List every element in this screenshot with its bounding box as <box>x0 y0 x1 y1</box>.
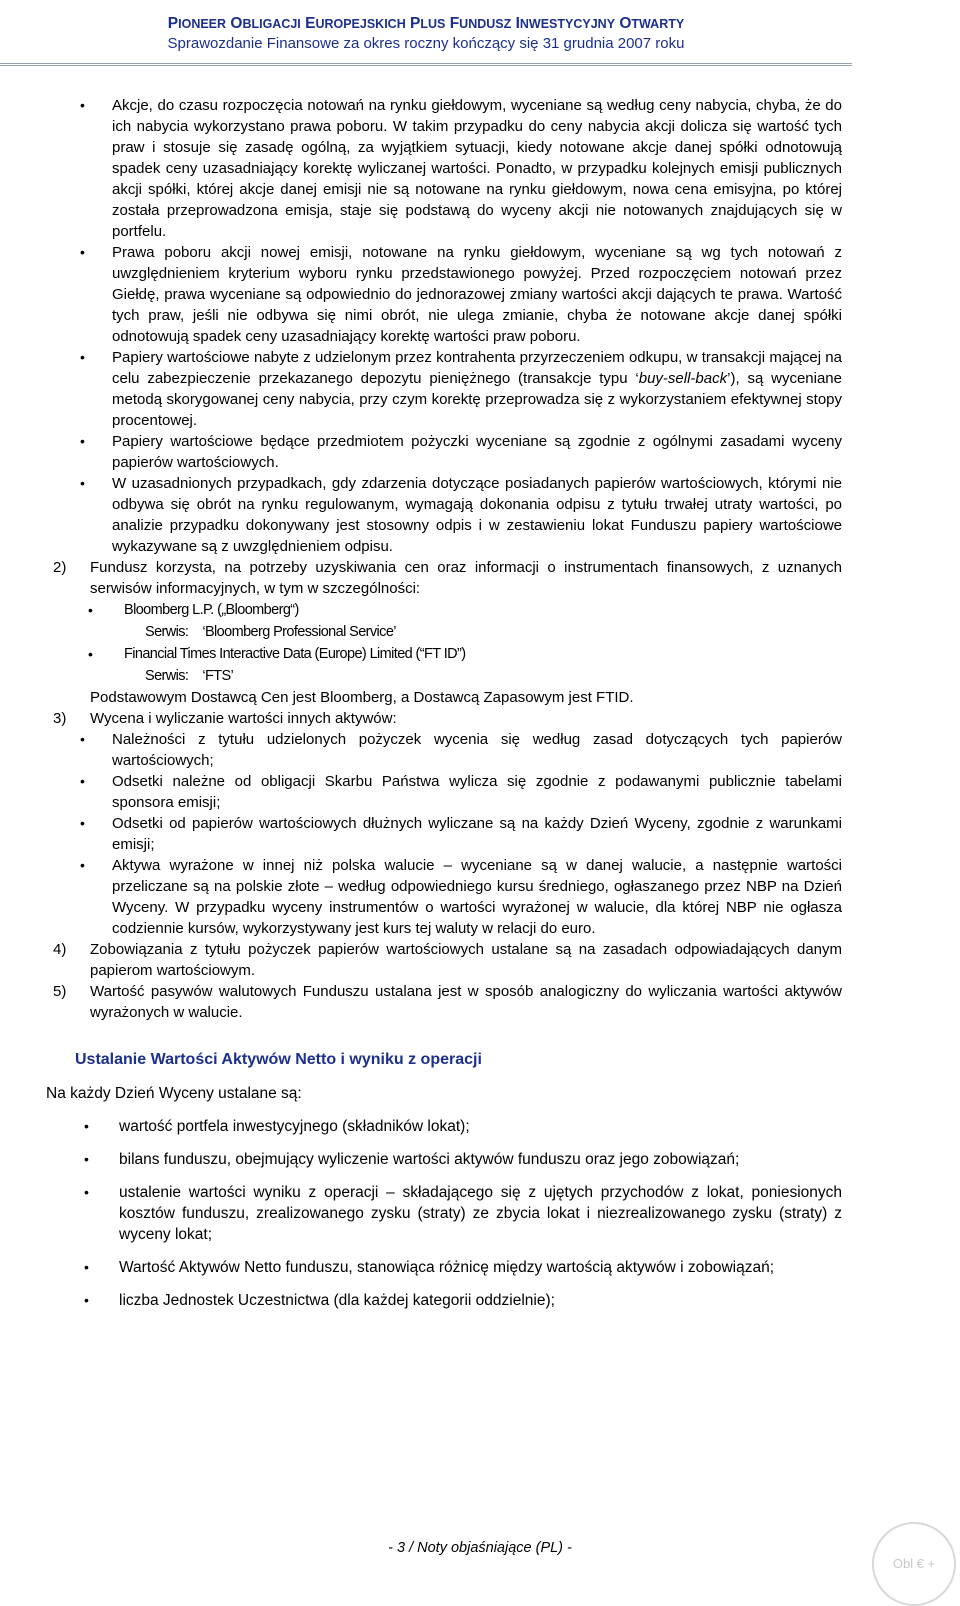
page-footer: - 3 / Noty objaśniające (PL) - <box>388 1540 572 1556</box>
list-item: • Papiery wartościowe będące przedmiotem pożyczki wyceniane są zgodnie z ogólnymi zasadami wyceny papierów wartościowych. <box>0 431 842 473</box>
header-divider <box>0 63 852 66</box>
list-item: • Odsetki od papierów wartościowych dłużnych wyliczane są na każdy Dzień Wyceny, zgodnie z warunkami emisji; <box>0 813 842 855</box>
watermark-stamp: Obl € + <box>872 1522 956 1606</box>
report-subtitle: Sprawozdanie Finansowe za okres roczny kończący się 31 grudnia 2007 roku <box>167 35 685 52</box>
list-item: • Akcje, do czasu rozpoczęcia notowań na rynku giełdowym, wyceniane są według ceny nabycia, chyba, że do ich nabycia wykorzystano prawa poboru. W takim przypadku do ceny nabycia akcji dolicza się wartość tych praw i stosuje się zasadę ogólną, za wyjątkiem sytuacji, kiedy notowane akcje danej spółki odnotowują spadek ceny uzasadniający korektę wyliczanej wartości. Ponadto, w przypadku kolejnych emisji publicznych akcji spółki, której akcje danej emisji nie są notowane na rynku giełdowym, nowa cena emisyjna, po której została przeprowadzona emisja, staje się podstawą do wyceny akcji nie notowanych znajdujących się w portfelu. <box>0 95 842 242</box>
numbered-item-4: 4) Zobowiązania z tytułu pożyczek papierów wartościowych ustalane są na zasadach odpowiadających danym papierom wartościowym. <box>53 941 842 979</box>
section-intro: Na każdy Dzień Wyceny ustalane są: <box>46 1085 302 1102</box>
list-item: • Papiery wartościowe nabyte z udzielonym przez kontrahenta przyrzeczeniem odkupu, w transakcji mającej na celu zabezpieczenie przekazanego depozytu pieniężnego (transakcje typu ‘buy-sell-back’), są wyceniane metodą skorygowanej ceny nabycia, przy czym korektę przeprowadza się z wykorzystaniem efektywnej stopy procentowej. <box>0 347 842 431</box>
provider-item: • Bloomberg L.P. („Bloomberg“) <box>0 599 834 621</box>
numbered-item-2: 2) Fundusz korzysta, na potrzeby uzyskiwania cen oraz informacji o instrumentach finansowych, z uznanych serwisów informacyjnych, w tym w szczególności: <box>53 559 842 597</box>
list-item: • Należności z tytułu udzielonych pożyczek wycenia się według zasad dotyczących tych papierów wartościowych; <box>0 729 842 771</box>
list-item: • ustalenie wartości wyniku z operacji – składającego się z ujętych przychodów z lokat, poniesionych kosztów funduszu, zrealizowanego zysku (straty) ze zbycia lokat i niezrealizowanego zysku (straty) z wyceny lokat; <box>0 1182 842 1245</box>
provider-note: Podstawowym Dostawcą Cen jest Bloomberg, a Dostawcą Zapasowym jest FTID. <box>90 689 634 706</box>
document-body <box>0 95 960 1311</box>
list-item: • Wartość Aktywów Netto funduszu, stanowiąca różnicę między wartością aktywów i zobowiązań; <box>0 1257 842 1278</box>
document-header <box>0 14 852 53</box>
provider-item: • Financial Times Interactive Data (Europe) Limited (“FT ID”) <box>0 643 834 665</box>
list-item: • bilans funduszu, obejmujący wyliczenie wartości aktywów funduszu oraz jego zobowiązań; <box>0 1149 842 1170</box>
list-item: • wartość portfela inwestycyjnego (składników lokat); <box>0 1116 842 1137</box>
numbered-item-5: 5) Wartość pasywów walutowych Funduszu ustalana jest w sposób analogiczny do wyliczania wartości aktywów wyrażonych w walucie. <box>53 983 842 1021</box>
list-item: • W uzasadnionych przypadkach, gdy zdarzenia dotyczące posiadanych papierów wartościowych, którymi nie odbywa się obrót na rynku regulowanym, wymagają dokonania odpisu z tytułu trwałej utraty wartości, po analizie przypadku dokonywany jest stosowny odpis i w zestawieniu lokat Funduszu papiery wartościowe wykazywane są z uwzględnieniem odpisu. <box>0 473 842 557</box>
fund-name: PIONEER OBLIGACJI EUROPEJSKICH PLUS FUNDUSZ INWESTYCYJNY OTWARTY <box>167 15 685 32</box>
provider-service: Serwis: ‘FTS’ <box>145 668 234 684</box>
list-item: • liczba Jednostek Uczestnictwa (dla każdej kategorii oddzielnie); <box>0 1290 842 1311</box>
list-item: • Aktywa wyrażone w innej niż polska walucie – wyceniane są w danej walucie, a następnie wartości przeliczane są na polskie złote – według odpowiedniego kursu średniego, ogłaszanego przez NBP na Dzień Wyceny. W przypadku wyceny instrumentów o wartości wyrażonej w walucie, dla której NBP nie ogłasza codziennie kursów, wykorzystywany jest kurs tej waluty w relacji do euro. <box>0 855 842 939</box>
section-title: Ustalanie Wartości Aktywów Netto i wyniku z operacji <box>75 1051 482 1068</box>
provider-service: Serwis: ‘Bloomberg Professional Service’ <box>145 624 396 640</box>
numbered-item-3: 3) Wycena i wyliczanie wartości innych aktywów: <box>53 710 397 727</box>
list-item: • Odsetki należne od obligacji Skarbu Państwa wylicza się zgodnie z podawanymi publicznie tabelami sponsora emisji; <box>0 771 842 813</box>
list-item: • Prawa poboru akcji nowej emisji, notowane na rynku giełdowym, wyceniane są wg tych notowań z uwzględnieniem kryterium wyboru rynku przedstawionego powyżej. Przed rozpoczęciem notowań przez Giełdę, prawa wyceniane są odpowiednio do jednorazowej zmiany wartości akcji dających te prawa. Wartość tych praw, jeśli nie odbywa się nimi obrót, nie ulega zmianie, chyba że notowane akcje danej spółki odnotowują spadek ceny uzasadniający korektę wartości praw poboru. <box>0 242 842 347</box>
